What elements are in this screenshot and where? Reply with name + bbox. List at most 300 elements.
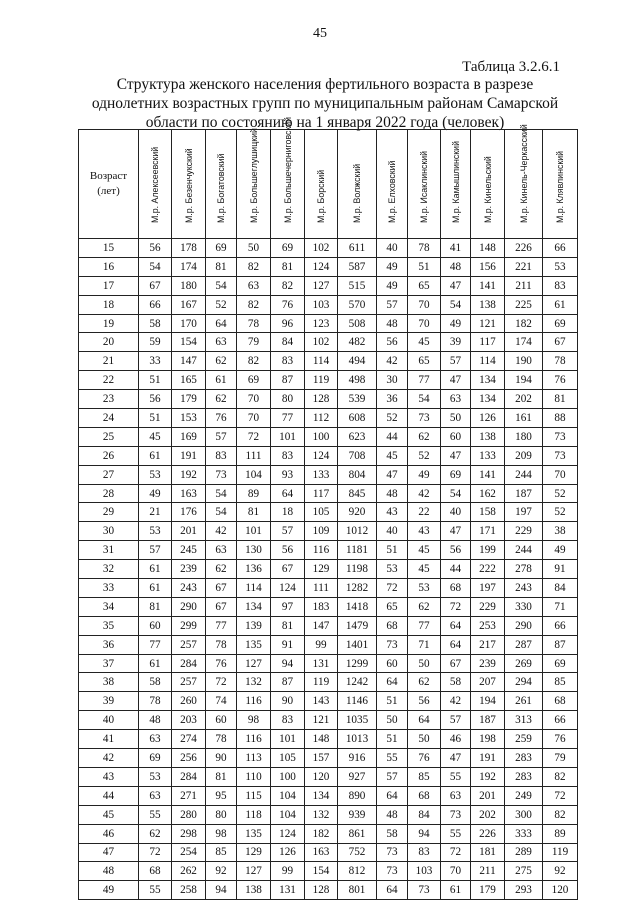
district-column-header — [206, 130, 237, 239]
population-cell: 269 — [505, 654, 543, 673]
population-cell: 1198 — [338, 560, 377, 579]
population-cell: 73 — [408, 881, 441, 900]
table-title — [70, 75, 580, 132]
age-cell: 15 — [79, 239, 139, 258]
population-cell: 99 — [305, 635, 338, 654]
district-name: М.р. Елховский — [387, 160, 397, 223]
population-cell: 73 — [377, 635, 408, 654]
district-name: М.р. Кинель-Черкасский — [518, 124, 529, 223]
population-cell: 300 — [505, 805, 543, 824]
population-cell: 111 — [237, 446, 271, 465]
population-cell: 132 — [305, 805, 338, 824]
population-cell: 65 — [377, 597, 408, 616]
population-cell: 58 — [139, 673, 172, 692]
age-cell: 28 — [79, 484, 139, 503]
population-cell: 508 — [338, 314, 377, 333]
population-cell: 71 — [408, 635, 441, 654]
population-cell: 69 — [441, 465, 471, 484]
population-cell: 67 — [206, 597, 237, 616]
population-cell: 259 — [505, 730, 543, 749]
population-cell: 275 — [505, 862, 543, 881]
population-cell: 119 — [543, 843, 578, 862]
population-cell: 64 — [271, 484, 305, 503]
table-row — [79, 333, 578, 352]
population-cell: 103 — [408, 862, 441, 881]
population-cell: 217 — [471, 635, 505, 654]
population-cell: 181 — [471, 843, 505, 862]
population-cell: 50 — [377, 711, 408, 730]
population-cell: 167 — [172, 295, 206, 314]
population-cell: 48 — [377, 805, 408, 824]
population-cell: 93 — [271, 465, 305, 484]
population-cell: 254 — [172, 843, 206, 862]
population-cell: 134 — [305, 786, 338, 805]
population-cell: 57 — [206, 427, 237, 446]
population-cell: 66 — [543, 616, 578, 635]
population-cell: 72 — [237, 427, 271, 446]
population-cell: 91 — [271, 635, 305, 654]
table-row — [79, 767, 578, 786]
district-column-header — [139, 130, 172, 239]
population-cell: 72 — [139, 843, 172, 862]
population-cell: 82 — [543, 805, 578, 824]
population-cell: 47 — [441, 522, 471, 541]
population-cell: 57 — [441, 352, 471, 371]
population-cell: 54 — [441, 484, 471, 503]
population-cell: 179 — [471, 881, 505, 900]
population-cell: 118 — [237, 805, 271, 824]
population-cell: 63 — [237, 276, 271, 295]
population-cell: 87 — [271, 371, 305, 390]
population-cell: 61 — [139, 654, 172, 673]
population-cell: 156 — [471, 257, 505, 276]
table-body — [79, 239, 578, 900]
population-cell: 72 — [206, 673, 237, 692]
population-cell: 70 — [408, 295, 441, 314]
population-cell: 81 — [271, 257, 305, 276]
population-cell: 170 — [172, 314, 206, 333]
population-cell: 77 — [408, 371, 441, 390]
population-cell: 53 — [139, 465, 172, 484]
population-cell: 256 — [172, 749, 206, 768]
population-cell: 53 — [139, 522, 172, 541]
population-cell: 104 — [237, 465, 271, 484]
table-row — [79, 446, 578, 465]
population-cell: 294 — [505, 673, 543, 692]
table-row — [79, 749, 578, 768]
population-cell: 114 — [305, 352, 338, 371]
population-cell: 69 — [139, 749, 172, 768]
population-cell: 271 — [172, 786, 206, 805]
population-cell: 82 — [237, 352, 271, 371]
population-cell: 148 — [305, 730, 338, 749]
population-cell: 64 — [206, 314, 237, 333]
district-name: М.р. Волжский — [352, 163, 362, 223]
age-cell: 23 — [79, 390, 139, 409]
population-cell: 201 — [471, 786, 505, 805]
population-cell: 76 — [543, 730, 578, 749]
population-cell: 226 — [471, 824, 505, 843]
population-cell: 57 — [139, 541, 172, 560]
population-cell: 83 — [408, 843, 441, 862]
population-cell: 52 — [206, 295, 237, 314]
age-cell: 29 — [79, 503, 139, 522]
population-cell: 1013 — [338, 730, 377, 749]
district-name: М.р. Большечерниговский — [282, 116, 293, 223]
population-cell: 64 — [408, 711, 441, 730]
population-cell: 104 — [271, 786, 305, 805]
population-cell: 180 — [505, 427, 543, 446]
population-cell: 71 — [543, 597, 578, 616]
population-cell: 191 — [172, 446, 206, 465]
district-name: М.р. Богатовский — [216, 153, 226, 223]
population-cell: 154 — [305, 862, 338, 881]
table-label: Таблица 3.2.6.1 — [462, 59, 560, 75]
population-cell: 45 — [139, 427, 172, 446]
population-cell: 123 — [305, 314, 338, 333]
population-cell: 128 — [305, 390, 338, 409]
population-cell: 54 — [206, 276, 237, 295]
table-row — [79, 427, 578, 446]
population-cell: 48 — [139, 711, 172, 730]
population-cell: 162 — [471, 484, 505, 503]
population-cell: 67 — [441, 654, 471, 673]
population-cell: 67 — [206, 579, 237, 598]
population-cell: 244 — [505, 541, 543, 560]
population-cell: 201 — [172, 522, 206, 541]
population-cell: 66 — [543, 239, 578, 258]
population-cell: 53 — [543, 257, 578, 276]
population-cell: 45 — [408, 541, 441, 560]
population-cell: 1242 — [338, 673, 377, 692]
population-cell: 804 — [338, 465, 377, 484]
population-cell: 203 — [172, 711, 206, 730]
table-row — [79, 881, 578, 900]
title-line: Структура женского населения фертильного возраста в разрезе — [116, 76, 534, 93]
age-cell: 41 — [79, 730, 139, 749]
population-cell: 165 — [172, 371, 206, 390]
population-cell: 141 — [471, 465, 505, 484]
population-cell: 124 — [271, 824, 305, 843]
population-cell: 38 — [543, 522, 578, 541]
population-cell: 81 — [139, 597, 172, 616]
population-cell: 163 — [305, 843, 338, 862]
population-cell: 73 — [543, 427, 578, 446]
population-cell: 47 — [441, 276, 471, 295]
population-cell: 293 — [505, 881, 543, 900]
population-cell: 1418 — [338, 597, 377, 616]
population-cell: 257 — [172, 673, 206, 692]
population-cell: 60 — [206, 711, 237, 730]
population-cell: 126 — [271, 843, 305, 862]
age-cell: 20 — [79, 333, 139, 352]
age-cell: 33 — [79, 579, 139, 598]
population-cell: 174 — [172, 257, 206, 276]
population-cell: 42 — [441, 692, 471, 711]
population-cell: 81 — [543, 390, 578, 409]
population-cell: 47 — [441, 446, 471, 465]
population-cell: 58 — [377, 824, 408, 843]
population-cell: 49 — [441, 314, 471, 333]
population-cell: 90 — [271, 692, 305, 711]
population-cell: 120 — [305, 767, 338, 786]
population-cell: 1146 — [338, 692, 377, 711]
header-row — [79, 130, 578, 239]
population-cell: 48 — [377, 484, 408, 503]
population-cell: 47 — [441, 749, 471, 768]
population-cell: 67 — [271, 560, 305, 579]
table-row — [79, 730, 578, 749]
population-cell: 112 — [305, 409, 338, 428]
population-cell: 98 — [206, 824, 237, 843]
population-cell: 98 — [237, 711, 271, 730]
population-cell: 81 — [237, 503, 271, 522]
title-line: однолетних возрастных групп по муниципальным районам Самарской — [91, 95, 559, 112]
age-cell: 37 — [79, 654, 139, 673]
population-cell: 52 — [543, 503, 578, 522]
table-row — [79, 862, 578, 881]
table-row — [79, 295, 578, 314]
population-cell: 191 — [471, 749, 505, 768]
population-cell: 143 — [305, 692, 338, 711]
population-cell: 64 — [441, 616, 471, 635]
population-cell: 73 — [377, 843, 408, 862]
population-cell: 119 — [305, 371, 338, 390]
population-cell: 494 — [338, 352, 377, 371]
population-cell: 40 — [441, 503, 471, 522]
population-cell: 116 — [237, 692, 271, 711]
population-cell: 81 — [271, 616, 305, 635]
population-cell: 30 — [377, 371, 408, 390]
age-cell: 39 — [79, 692, 139, 711]
table-row — [79, 522, 578, 541]
district-column-header — [237, 130, 271, 239]
population-cell: 63 — [441, 786, 471, 805]
population-cell: 83 — [543, 276, 578, 295]
population-cell: 61 — [441, 881, 471, 900]
population-cell: 283 — [505, 749, 543, 768]
population-cell: 192 — [471, 767, 505, 786]
table-row — [79, 390, 578, 409]
population-cell: 126 — [471, 409, 505, 428]
population-cell: 199 — [471, 541, 505, 560]
population-cell: 48 — [377, 314, 408, 333]
population-cell: 73 — [408, 409, 441, 428]
population-cell: 253 — [471, 616, 505, 635]
district-column-header — [505, 124, 543, 239]
population-cell: 82 — [237, 257, 271, 276]
population-cell: 1299 — [338, 654, 377, 673]
population-cell: 56 — [408, 692, 441, 711]
table-row — [79, 257, 578, 276]
population-cell: 58 — [139, 314, 172, 333]
population-cell: 62 — [206, 352, 237, 371]
population-cell: 194 — [505, 371, 543, 390]
population-cell: 284 — [172, 767, 206, 786]
age-header-label: Возраст — [89, 170, 128, 182]
population-cell: 69 — [271, 239, 305, 258]
district-column-header — [271, 116, 305, 239]
population-cell: 62 — [139, 824, 172, 843]
population-cell: 18 — [271, 503, 305, 522]
population-cell: 42 — [377, 352, 408, 371]
population-cell: 58 — [441, 673, 471, 692]
table-row — [79, 692, 578, 711]
population-cell: 298 — [172, 824, 206, 843]
population-cell: 64 — [377, 786, 408, 805]
population-cell: 708 — [338, 446, 377, 465]
population-cell: 133 — [471, 446, 505, 465]
age-cell: 42 — [79, 749, 139, 768]
population-cell: 68 — [139, 862, 172, 881]
population-cell: 124 — [305, 257, 338, 276]
age-cell: 31 — [79, 541, 139, 560]
population-cell: 87 — [271, 673, 305, 692]
population-cell: 53 — [139, 767, 172, 786]
population-cell: 21 — [139, 503, 172, 522]
population-cell: 95 — [206, 786, 237, 805]
population-cell: 68 — [377, 616, 408, 635]
population-cell: 84 — [408, 805, 441, 824]
table-row — [79, 314, 578, 333]
population-cell: 57 — [377, 767, 408, 786]
population-cell: 69 — [543, 654, 578, 673]
population-cell: 56 — [441, 541, 471, 560]
population-cell: 105 — [305, 503, 338, 522]
population-cell: 278 — [505, 560, 543, 579]
population-cell: 110 — [237, 767, 271, 786]
population-cell: 138 — [237, 881, 271, 900]
population-cell: 861 — [338, 824, 377, 843]
population-cell: 57 — [441, 711, 471, 730]
population-cell: 82 — [237, 295, 271, 314]
population-cell: 89 — [543, 824, 578, 843]
population-cell: 258 — [172, 881, 206, 900]
population-cell: 100 — [305, 427, 338, 446]
population-cell: 176 — [172, 503, 206, 522]
population-cell: 68 — [543, 692, 578, 711]
population-cell: 515 — [338, 276, 377, 295]
population-cell: 88 — [543, 409, 578, 428]
population-cell: 49 — [543, 541, 578, 560]
age-cell: 46 — [79, 824, 139, 843]
population-cell: 51 — [377, 730, 408, 749]
population-cell: 133 — [305, 465, 338, 484]
population-cell: 22 — [408, 503, 441, 522]
population-cell: 1401 — [338, 635, 377, 654]
population-cell: 42 — [408, 484, 441, 503]
population-cell: 128 — [305, 881, 338, 900]
population-cell: 330 — [505, 597, 543, 616]
population-cell: 57 — [271, 522, 305, 541]
population-cell: 73 — [441, 805, 471, 824]
population-cell: 76 — [206, 409, 237, 428]
population-cell: 74 — [206, 692, 237, 711]
population-cell: 78 — [206, 635, 237, 654]
population-cell: 182 — [505, 314, 543, 333]
population-cell: 611 — [338, 239, 377, 258]
population-cell: 51 — [139, 409, 172, 428]
population-cell: 63 — [206, 333, 237, 352]
population-cell: 135 — [237, 824, 271, 843]
population-cell: 283 — [505, 767, 543, 786]
population-cell: 113 — [237, 749, 271, 768]
population-cell: 109 — [305, 522, 338, 541]
population-cell: 229 — [471, 597, 505, 616]
district-column-header — [543, 130, 578, 239]
population-cell: 244 — [505, 465, 543, 484]
population-cell: 49 — [408, 465, 441, 484]
population-cell: 101 — [271, 730, 305, 749]
population-cell: 56 — [139, 390, 172, 409]
population-cell: 198 — [471, 730, 505, 749]
table-row — [79, 786, 578, 805]
district-column-header — [408, 130, 441, 239]
district-name: М.р. Клявлинский — [555, 150, 565, 223]
population-cell: 41 — [441, 239, 471, 258]
population-cell: 94 — [271, 654, 305, 673]
age-cell: 47 — [79, 843, 139, 862]
population-cell: 47 — [441, 371, 471, 390]
population-cell: 61 — [139, 446, 172, 465]
population-cell: 197 — [505, 503, 543, 522]
table-row — [79, 654, 578, 673]
population-cell: 54 — [408, 390, 441, 409]
table-row — [79, 843, 578, 862]
age-cell: 32 — [79, 560, 139, 579]
population-cell: 163 — [172, 484, 206, 503]
age-cell: 49 — [79, 881, 139, 900]
district-name: М.р. Кинельский — [482, 156, 493, 223]
population-cell: 222 — [471, 560, 505, 579]
population-cell: 83 — [271, 446, 305, 465]
population-cell: 498 — [338, 371, 377, 390]
population-cell: 80 — [206, 805, 237, 824]
population-cell: 290 — [505, 616, 543, 635]
population-cell: 40 — [377, 239, 408, 258]
population-cell: 138 — [471, 427, 505, 446]
population-cell: 124 — [305, 446, 338, 465]
population-cell: 83 — [206, 446, 237, 465]
population-cell: 124 — [271, 579, 305, 598]
population-cell: 54 — [206, 484, 237, 503]
population-cell: 83 — [271, 711, 305, 730]
population-cell: 1035 — [338, 711, 377, 730]
population-cell: 45 — [408, 560, 441, 579]
population-cell: 78 — [237, 314, 271, 333]
population-cell: 62 — [206, 560, 237, 579]
population-cell: 192 — [172, 465, 206, 484]
population-cell: 44 — [377, 427, 408, 446]
population-cell: 280 — [172, 805, 206, 824]
population-cell: 92 — [206, 862, 237, 881]
population-cell: 103 — [305, 295, 338, 314]
population-cell: 313 — [505, 711, 543, 730]
table-row — [79, 465, 578, 484]
population-cell: 274 — [172, 730, 206, 749]
age-cell: 35 — [79, 616, 139, 635]
population-cell: 49 — [377, 276, 408, 295]
population-cell: 116 — [305, 541, 338, 560]
population-cell: 68 — [408, 786, 441, 805]
population-cell: 56 — [139, 239, 172, 258]
population-cell: 67 — [139, 276, 172, 295]
population-cell: 49 — [377, 257, 408, 276]
age-cell: 43 — [79, 767, 139, 786]
population-cell: 153 — [172, 409, 206, 428]
population-cell: 183 — [305, 597, 338, 616]
district-name: М.р. Алексеевский — [150, 146, 160, 223]
